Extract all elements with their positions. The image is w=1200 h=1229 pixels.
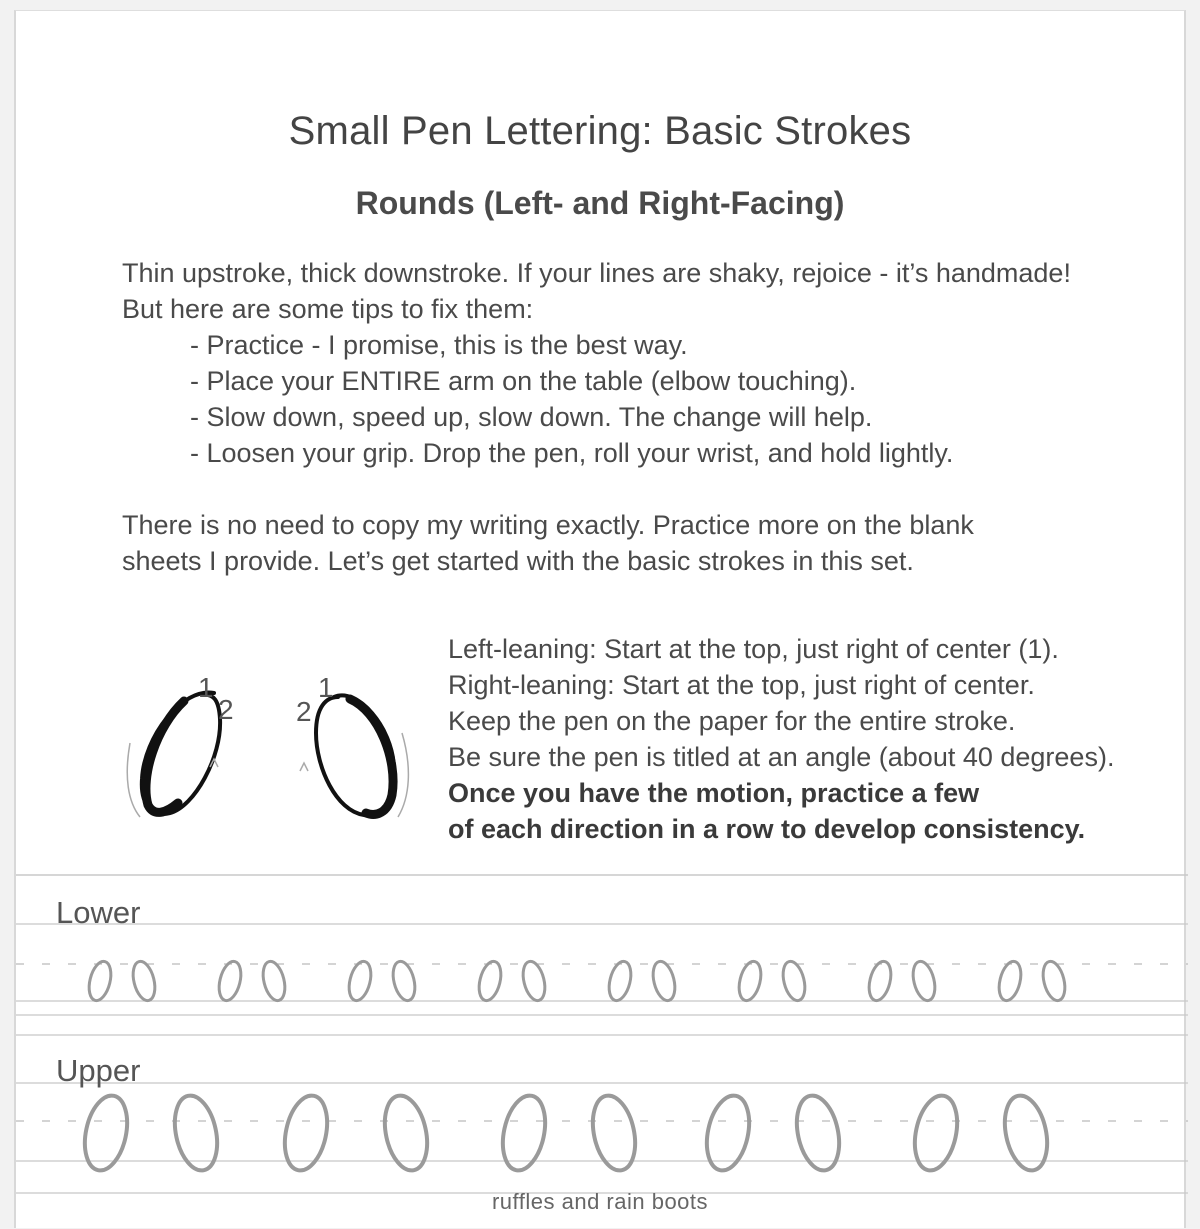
practice-guides	[16, 11, 1188, 1229]
intro-line: Thin upstroke, thick downstroke. If your lines are shaky, rejoice - it’s handmade!	[122, 258, 1071, 288]
page-subtitle: Rounds (Left- and Right-Facing)	[355, 185, 845, 221]
trace-oval	[379, 1092, 434, 1175]
instruction-line: Keep the pen on the paper for the entire stroke.	[448, 706, 1016, 736]
trace-oval	[129, 959, 158, 1003]
intro-line: But here are some tips to fix them:	[122, 294, 534, 324]
footer-credit: ruffles and rain boots	[491, 1189, 709, 1214]
trace-oval	[779, 959, 808, 1003]
stroke-number: 1	[318, 672, 334, 703]
worksheet-page	[14, 10, 1186, 1228]
trace-oval	[605, 959, 634, 1003]
trace-oval	[649, 959, 678, 1003]
instruction-emphasis: Once you have the motion, practice a few	[448, 778, 980, 808]
closing-line: sheets I provide. Let’s get started with the basic strokes in this set.	[122, 546, 914, 576]
trace-oval	[497, 1092, 552, 1175]
lower-practice-row	[16, 924, 1188, 1035]
lower-trace-ovals	[85, 959, 1068, 1003]
upper-row-label: Upper	[56, 1053, 141, 1088]
page-title: Small Pen Lettering: Basic Strokes	[288, 109, 912, 153]
trace-oval	[791, 1092, 846, 1175]
trace-oval	[169, 1092, 224, 1175]
instruction-line: Left-leaning: Start at the top, just right of center (1).	[448, 634, 1059, 664]
trace-oval	[389, 959, 418, 1003]
trace-oval	[909, 1092, 964, 1175]
trace-oval	[215, 959, 244, 1003]
trace-oval	[701, 1092, 756, 1175]
trace-oval	[85, 959, 114, 1003]
lower-row-label: Lower	[56, 895, 141, 930]
upper-trace-ovals	[79, 1092, 1054, 1175]
trace-oval	[475, 959, 504, 1003]
trace-oval	[345, 959, 374, 1003]
trace-oval	[735, 959, 764, 1003]
tip-item: - Slow down, speed up, slow down. The change will help.	[190, 402, 873, 432]
instruction-emphasis: of each direction in a row to develop consistency.	[448, 814, 1086, 844]
closing-line: There is no need to copy my writing exactly. Practice more on the blank	[122, 510, 974, 540]
trace-oval	[279, 1092, 334, 1175]
stroke-number: 2	[296, 696, 312, 727]
tip-item: - Loosen your grip. Drop the pen, roll your wrist, and hold lightly.	[190, 438, 954, 468]
tip-item: - Practice - I promise, this is the best way.	[190, 330, 688, 360]
tip-item: - Place your ENTIRE arm on the table (elbow touching).	[190, 366, 857, 396]
upper-practice-row	[16, 1083, 1188, 1193]
instruction-line: Be sure the pen is titled at an angle (about 40 degrees).	[448, 742, 1115, 772]
trace-oval	[259, 959, 288, 1003]
trace-oval	[79, 1092, 134, 1175]
trace-oval	[909, 959, 938, 1003]
stroke-number: 2	[218, 694, 234, 725]
instruction-line: Right-leaning: Start at the top, just right of center.	[448, 670, 1035, 700]
trace-oval	[519, 959, 548, 1003]
trace-oval	[1039, 959, 1068, 1003]
stroke-number: 1	[198, 672, 214, 703]
trace-oval	[865, 959, 894, 1003]
trace-oval	[995, 959, 1024, 1003]
trace-oval	[587, 1092, 642, 1175]
trace-oval	[999, 1092, 1054, 1175]
